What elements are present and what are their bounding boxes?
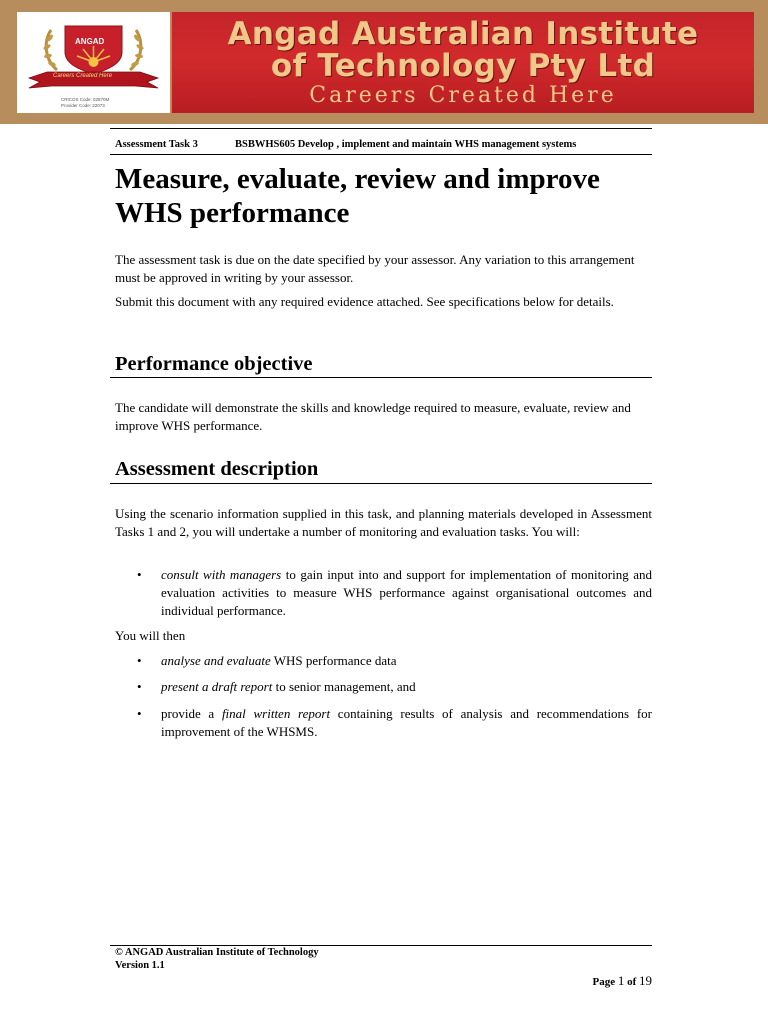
logo-cricos-code: CRICOS Code: 02870M [61, 97, 110, 102]
banner-subtitle: Careers Created Here [309, 83, 617, 108]
list-item-analyse [161, 652, 652, 670]
page-number [560, 973, 652, 989]
bullet-icon: • [137, 706, 142, 721]
list-item-consult [161, 566, 652, 620]
logo-ribbon-text: Careers Created Here [53, 73, 113, 79]
assessment-description-text: Using the scenario information supplied in this task, and planning materials developed in Assessment Tasks 1 and 2, you will undertake a number of monitoring and evaluation tasks. You will: [115, 506, 652, 539]
list-item-emphasis: present a draft report [161, 679, 273, 694]
unit-code-title: BSBWHS605 Develop , implement and maintain WHS management systems [235, 139, 577, 150]
list-item-emphasis: consult with managers [161, 567, 282, 582]
logo-name: ANGAD [75, 37, 105, 46]
intro-paragraph-1: The assessment task is due on the date specified by your assessor. Any variation to this arrangement must be approved in writing by your assessor. [115, 252, 635, 285]
assessment-description-heading: Assessment description [115, 458, 319, 480]
page-label: Page [592, 976, 618, 988]
then-paragraph: You will then [115, 628, 186, 643]
list-item-text: to gain input into and support for implementation of monitoring and evaluation activities to measure WHS performance against organisational outcomes and individual performance. [161, 567, 652, 618]
assessment-task-label: Assessment Task 3 [115, 139, 198, 150]
header-banner [0, 0, 768, 124]
footer-rule [110, 945, 652, 946]
performance-objective-rule [110, 377, 652, 378]
institute-logo [17, 12, 170, 113]
banner-title-line1: Angad Australian Institute [227, 16, 699, 52]
footer-copyright: © ANGAD Australian Institute of Technology [115, 947, 319, 958]
list-item-text: provide a [161, 706, 222, 721]
intro-paragraph-2: Submit this document with any required evidence attached. See specifications below for details. [115, 294, 614, 309]
assessment-description-rule [110, 483, 652, 484]
footer-version: Version 1.1 [115, 960, 165, 971]
page-total: 19 [639, 973, 652, 988]
bullet-icon: • [137, 567, 142, 582]
page-current: 1 [617, 973, 625, 988]
logo-provider-code: Provider Code: 22073 [61, 103, 105, 108]
performance-objective-text: The candidate will demonstrate the skills and knowledge required to measure, evaluate, review and improve WHS performance. [115, 400, 631, 433]
list-item-text: to senior management, and [272, 679, 416, 694]
banner-title-panel [172, 12, 754, 113]
document-header [115, 139, 655, 150]
page-title: Measure, evaluate, review and improve WHS performance [115, 163, 600, 229]
banner-title-line2: of Technology Pty Ltd [270, 48, 656, 84]
performance-objective-heading: Performance objective [115, 353, 313, 375]
page-of: of [624, 976, 639, 988]
list-item-emphasis: analyse and evaluate [161, 653, 271, 668]
list-item-text: WHS performance data [270, 653, 397, 668]
list-item-emphasis: final written report [221, 706, 331, 721]
header-bottom-rule [110, 154, 652, 155]
header-top-rule [110, 128, 652, 129]
list-item-provide [161, 705, 652, 741]
list-item-text: containing results of analysis and recommendations for improvement of the WHSMS. [161, 706, 653, 739]
bullet-icon: • [137, 653, 142, 668]
bullet-icon: • [137, 679, 142, 694]
list-item-present [161, 678, 652, 696]
